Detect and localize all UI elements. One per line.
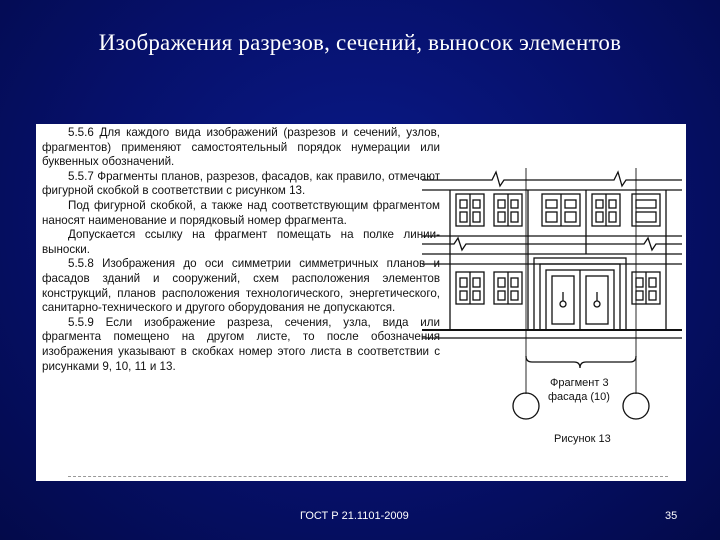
top-break-line	[422, 172, 682, 186]
figure-caption: Рисунок 13	[554, 433, 611, 445]
entrance-portal	[534, 258, 626, 330]
paragraph-5-5-6: 5.5.6 Для каждого вида изображений (разрезов и сечений, узлов, фрагментов) применяют самостоятельный порядок нумерации или буквенных обозначений.	[42, 126, 440, 169]
facade-fragment-drawing	[414, 154, 686, 454]
document-page	[36, 124, 686, 481]
upper-windows	[456, 194, 660, 226]
axis-bubble-left	[513, 393, 539, 419]
footer-standard: ГОСТ Р 21.1101-2009	[300, 510, 409, 522]
paragraph-5-5-9: 5.5.9 Если изображение разреза, сечения, узла, вида или фрагмента помещено на другом листе, то после обозначения изображения указывают в скобках номер этого листа в соответствии с рисунками 9, 10, 11 и 13.	[42, 315, 440, 373]
fragment-label-line1: Фрагмент 3	[550, 377, 609, 389]
fragment-label-line2: фасада (10)	[548, 391, 610, 403]
lower-windows	[456, 272, 660, 304]
paragraph-5-5-7: 5.5.7 Фрагменты планов, разрезов, фасадов, как правило, отмечают фигурной скобкой в соответствии с рисунком 13.	[42, 169, 440, 198]
middle-break-line	[422, 238, 682, 250]
paragraph-fragment-name: Под фигурной скобкой, а также над соответствующим фрагментом наносят наименование и порядковый номер фрагмента.	[42, 198, 440, 227]
axis-bubble-right	[623, 393, 649, 419]
slide-title: Изображения разрезов, сечений, выносок элементов	[98, 30, 622, 55]
paragraph-5-5-8: 5.5.8 Изображения до оси симметрии симметричных планов и фасадов зданий и сооружений, схем расположения элементов конструкций, планов расположения технологического, энергетического, санитарно-технического и другого оборудования не допускаются.	[42, 257, 440, 315]
fragment-brace	[526, 356, 636, 368]
standard-text	[42, 126, 440, 374]
paragraph-leader-line: Допускается ссылку на фрагмент помещать на полке линии-выноски.	[42, 228, 440, 256]
page-number: 35	[665, 510, 678, 522]
cut-off-text-line	[68, 476, 668, 481]
